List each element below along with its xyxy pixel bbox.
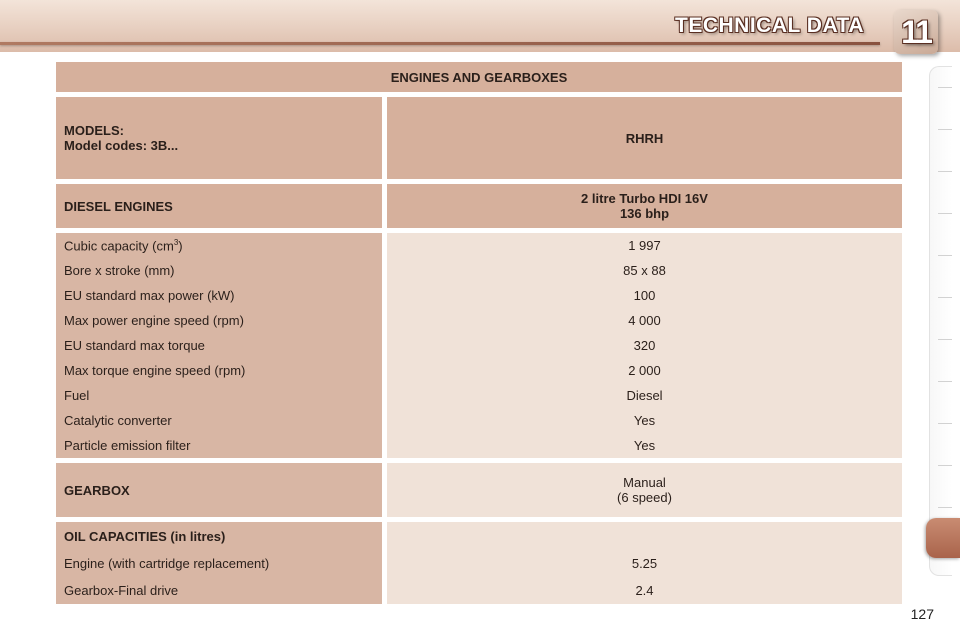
table-title: ENGINES AND GEARBOXES — [56, 62, 902, 92]
table-row — [56, 383, 902, 408]
spec-value: Yes — [387, 433, 902, 458]
table-row — [56, 333, 902, 358]
page-title: TECHNICAL DATA — [675, 14, 864, 37]
tab-divider — [938, 297, 952, 298]
engine-power: 136 bhp — [619, 206, 670, 221]
chapter-badge — [894, 10, 938, 54]
gearbox-value — [387, 463, 902, 517]
tab-divider — [938, 381, 952, 382]
tab-divider — [938, 171, 952, 172]
chapter-tab-active[interactable] — [926, 518, 960, 558]
table-row — [56, 408, 902, 433]
spec-label: Bore x stroke (mm) — [56, 258, 382, 283]
table-row — [56, 577, 902, 604]
gearbox-type: Manual — [623, 475, 666, 490]
tab-divider — [938, 465, 952, 466]
spec-label: Particle emission filter — [56, 433, 382, 458]
tab-divider — [938, 423, 952, 424]
models-row — [56, 97, 902, 179]
spec-value: 2 000 — [387, 358, 902, 383]
tab-divider — [938, 87, 952, 88]
table-row — [56, 258, 902, 283]
chapter-number: 11 — [901, 13, 931, 50]
table-row — [56, 358, 902, 383]
spec-label: Cubic capacity $(cm^3)$ — [56, 233, 382, 258]
table-row — [56, 233, 902, 258]
spec-value: 85 x 88 — [387, 258, 902, 283]
diesel-engines-value — [387, 184, 902, 228]
table-row — [56, 283, 902, 308]
spec-value: Yes — [387, 408, 902, 433]
oil-label: Gearbox-Final drive — [56, 577, 382, 604]
table-title-row — [56, 62, 902, 92]
gearbox-speeds: (6 speed) — [617, 490, 672, 505]
gearbox-label: GEARBOX — [56, 463, 382, 517]
header-rule — [0, 42, 880, 45]
models-label-line-2: Model codes: 3B... — [64, 138, 179, 153]
engine-name: 2 litre Turbo HDI 16V — [581, 191, 708, 206]
table-row — [56, 433, 902, 458]
gearbox-row — [56, 463, 902, 517]
spec-value: Diesel — [387, 383, 902, 408]
spec-label: Max power engine speed (rpm) — [56, 308, 382, 333]
tab-divider — [938, 213, 952, 214]
oil-capacities-label: OIL CAPACITIES (in litres) — [56, 522, 382, 550]
table-row — [56, 308, 902, 333]
models-label — [56, 97, 382, 179]
spec-value: 4 000 — [387, 308, 902, 333]
spec-label: Catalytic converter — [56, 408, 382, 433]
chapter-tab-strip — [929, 66, 952, 576]
tab-divider — [938, 507, 952, 508]
tab-divider — [938, 255, 952, 256]
spec-label: Fuel — [56, 383, 382, 408]
spec-value: 320 — [387, 333, 902, 358]
oil-capacities-header-row — [56, 522, 902, 550]
spec-value: 100 — [387, 283, 902, 308]
tab-divider — [938, 339, 952, 340]
page-number: 127 — [910, 606, 934, 622]
table-row — [56, 550, 902, 577]
diesel-engines-label: DIESEL ENGINES — [56, 184, 382, 228]
oil-value: 2.4 — [387, 577, 902, 604]
engines-gearboxes-table — [56, 62, 902, 604]
diesel-engines-row — [56, 184, 902, 228]
spec-label: EU standard max power (kW) — [56, 283, 382, 308]
oil-label: Engine (with cartridge replacement) — [56, 550, 382, 577]
spec-label: EU standard max torque — [56, 333, 382, 358]
models-value: RHRH — [387, 97, 902, 179]
spec-label: Max torque engine speed (rpm) — [56, 358, 382, 383]
oil-value: 5.25 — [387, 550, 902, 577]
models-label-line-1: MODELS: — [64, 123, 124, 138]
spec-value: 1 997 — [387, 233, 902, 258]
tab-divider — [938, 129, 952, 130]
